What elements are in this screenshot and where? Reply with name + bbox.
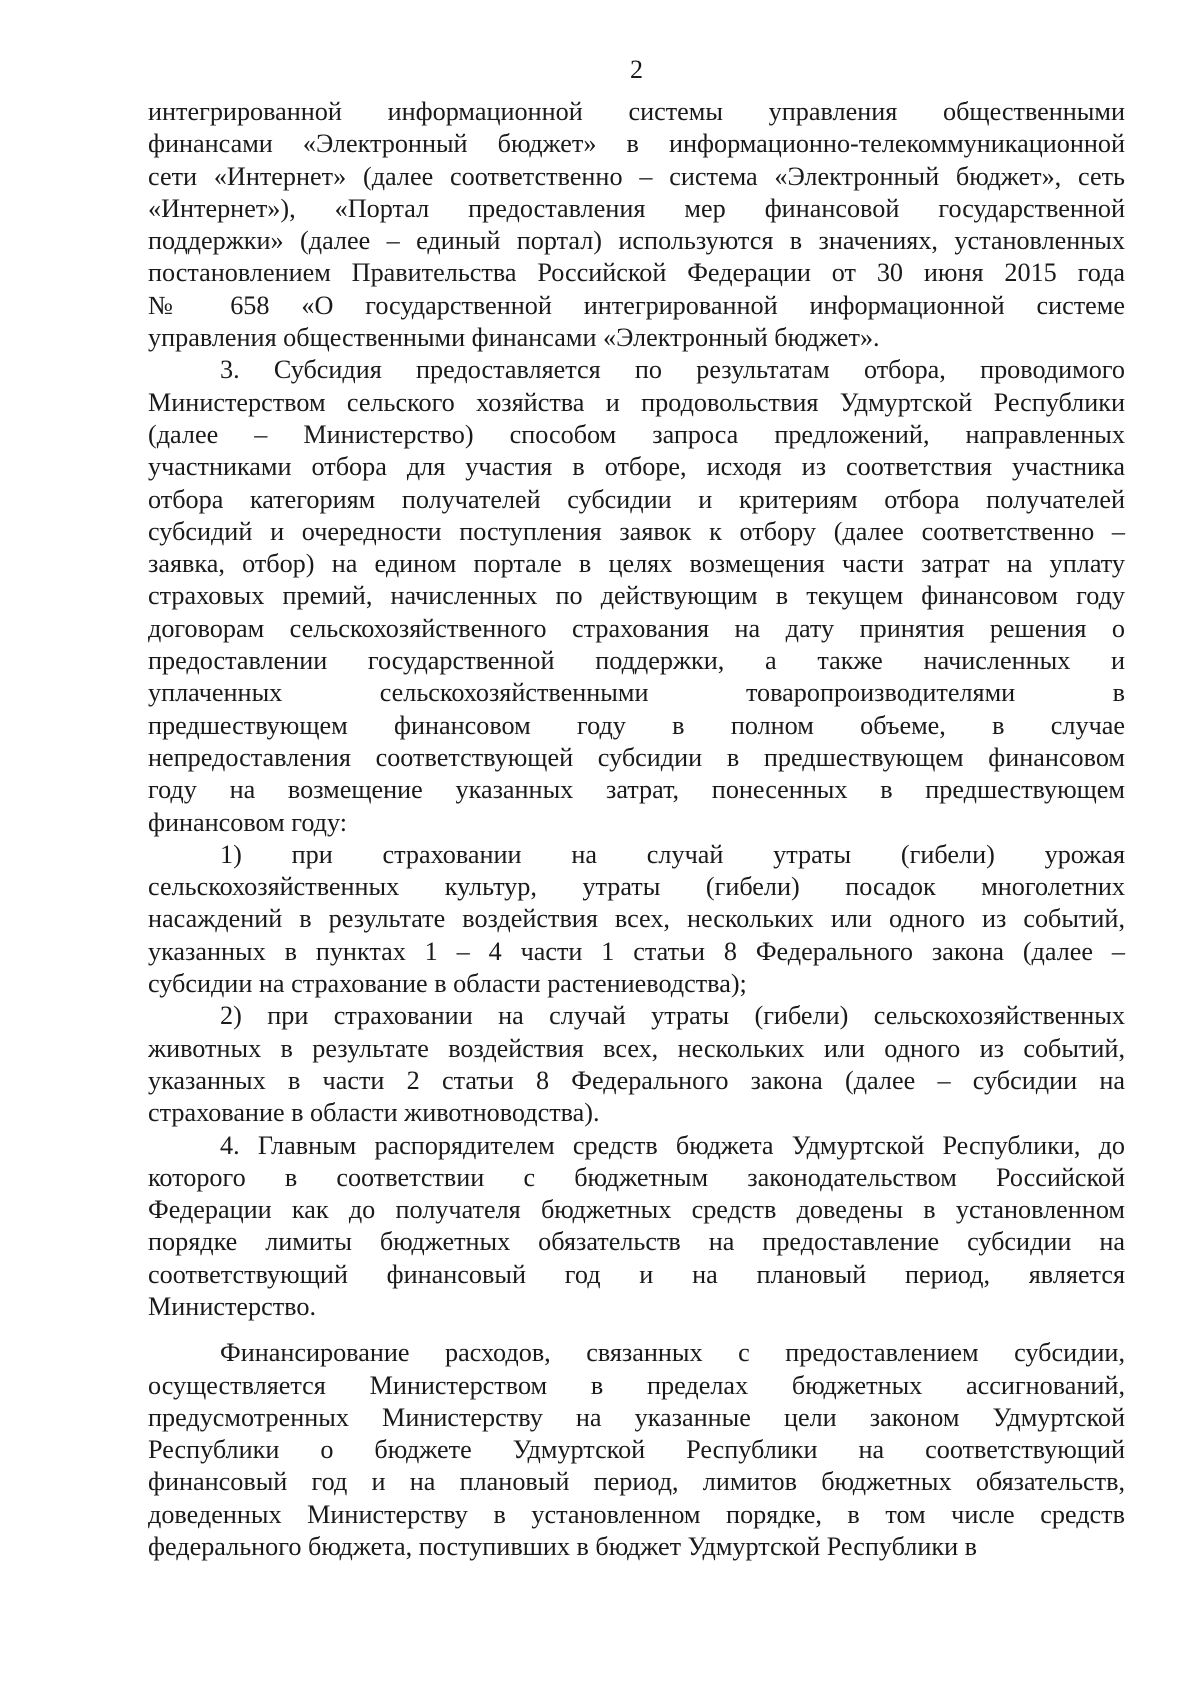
paragraph-line: Министерство.	[148, 1291, 317, 1321]
paragraph-line: Финансирование расходов, связанных с предоставлением субсидии,	[220, 1338, 1125, 1368]
paragraph	[148, 1000, 1125, 1129]
page-number: 2	[630, 55, 643, 84]
paragraph-line: интегрированной информационной системы управления общественными	[148, 97, 1125, 126]
paragraph-line: насаждений в результате воздействия всех, нескольких или одного из событий,	[148, 904, 1125, 934]
paragraph-line: 1) при страховании на случай утраты (гибели) урожая	[220, 839, 1125, 869]
paragraph-line: сельскохозяйственных культур, утраты (гибели) посадок многолетних	[148, 872, 1125, 902]
paragraph-line: предоставлении государственной поддержки, а также начисленных и	[148, 646, 1125, 676]
paragraph	[148, 1337, 1125, 1563]
paragraph-line: поддержки» (далее – единый портал) используются в значениях, установленных	[148, 226, 1125, 256]
paragraph-line: страхование в области животноводства).	[148, 1098, 600, 1128]
paragraph-line: отбора категориям получателей субсидии и критериям отбора получателей	[148, 484, 1125, 514]
paragraph-line: сети «Интернет» (далее соответственно – система «Электронный бюджет», сеть	[148, 161, 1125, 191]
paragraph-line: договорам сельскохозяйственного страхования на дату принятия решения о	[148, 613, 1125, 643]
paragraph-line: финансовом году:	[148, 807, 348, 837]
document-page	[148, 36, 1125, 1563]
paragraph-line: финансовый год и на плановый период, лимитов бюджетных обязательств,	[148, 1467, 1125, 1497]
paragraph-line: субсидии на страхование в области растениеводства);	[148, 969, 747, 999]
paragraph-line: (далее – Министерство) способом запроса предложений, направленных	[148, 419, 1125, 449]
paragraph-line: 3. Субсидия предоставляется по результатам отбора, проводимого	[220, 355, 1125, 385]
paragraph-line: году на возмещение указанных затрат, понесенных в предшествующем	[148, 775, 1125, 805]
paragraph-line: «Интернет»), «Портал предоставления мер финансовой государственной	[148, 193, 1125, 223]
paragraph-line: управления общественными финансами «Электронный бюджет».	[148, 323, 880, 353]
paragraph-line: уплаченных сельскохозяйственными товаропроизводителями в	[148, 678, 1125, 708]
paragraph	[148, 96, 1125, 354]
paragraph-line: № 658 «О государственной интегрированной информационной системе	[148, 290, 1125, 320]
document-body	[148, 96, 1125, 1563]
paragraph-line: непредоставления соответствующей субсидии в предшествующем финансовом	[148, 742, 1125, 772]
paragraph	[148, 1130, 1125, 1324]
paragraph-line: предусмотренных Министерству на указанные цели законом Удмуртской	[148, 1402, 1125, 1432]
paragraph-line: осуществляется Министерством в пределах бюджетных ассигнований,	[148, 1370, 1125, 1400]
paragraph	[148, 354, 1125, 838]
paragraph-line: указанных в пунктах 1 – 4 части 1 статьи 8 Федерального закона (далее –	[148, 936, 1125, 966]
paragraph-line: животных в результате воздействия всех, нескольких или одного из событий,	[148, 1033, 1125, 1063]
paragraph-line: доведенных Министерству в установленном порядке, в том числе средств	[148, 1499, 1125, 1529]
paragraph	[148, 839, 1125, 1000]
paragraph-line: Республики о бюджете Удмуртской Республики на соответствующий	[148, 1435, 1125, 1465]
paragraph-line: субсидий и очередности поступления заявок к отбору (далее соответственно –	[148, 516, 1125, 546]
paragraph-line: соответствующий финансовый год и на плановый период, является	[148, 1259, 1125, 1289]
paragraph-line: которого в соответствии с бюджетным законодательством Российской	[148, 1162, 1125, 1192]
paragraph-line: порядке лимиты бюджетных обязательств на предоставление субсидии на	[148, 1227, 1125, 1257]
paragraph-line: предшествующем финансовом году в полном объеме, в случае	[148, 710, 1125, 740]
paragraph-line: Министерством сельского хозяйства и продовольствия Удмуртской Республики	[148, 387, 1125, 417]
paragraph-line: федерального бюджета, поступивших в бюджет Удмуртской Республики в	[148, 1532, 977, 1562]
paragraph-line: заявка, отбор) на едином портале в целях возмещения части затрат на уплату	[148, 549, 1125, 579]
paragraph-line: 2) при страховании на случай утраты (гибели) сельскохозяйственных	[220, 1001, 1125, 1031]
paragraph-line: 4. Главным распорядителем средств бюджета Удмуртской Республики, до	[220, 1130, 1125, 1160]
paragraph-line: финансами «Электронный бюджет» в информационно-телекоммуникационной	[148, 129, 1125, 159]
paragraph-line: указанных в части 2 статьи 8 Федерального закона (далее – субсидии на	[148, 1065, 1125, 1095]
paragraph-line: постановлением Правительства Российской Федерации от 30 июня 2015 года	[148, 258, 1125, 288]
paragraph-line: участниками отбора для участия в отборе, исходя из соответствия участника	[148, 452, 1125, 482]
paragraph-line: Федерации как до получателя бюджетных средств доведены в установленном	[148, 1195, 1125, 1225]
paragraph-line: страховых премий, начисленных по действующим в текущем финансовом году	[148, 581, 1125, 611]
